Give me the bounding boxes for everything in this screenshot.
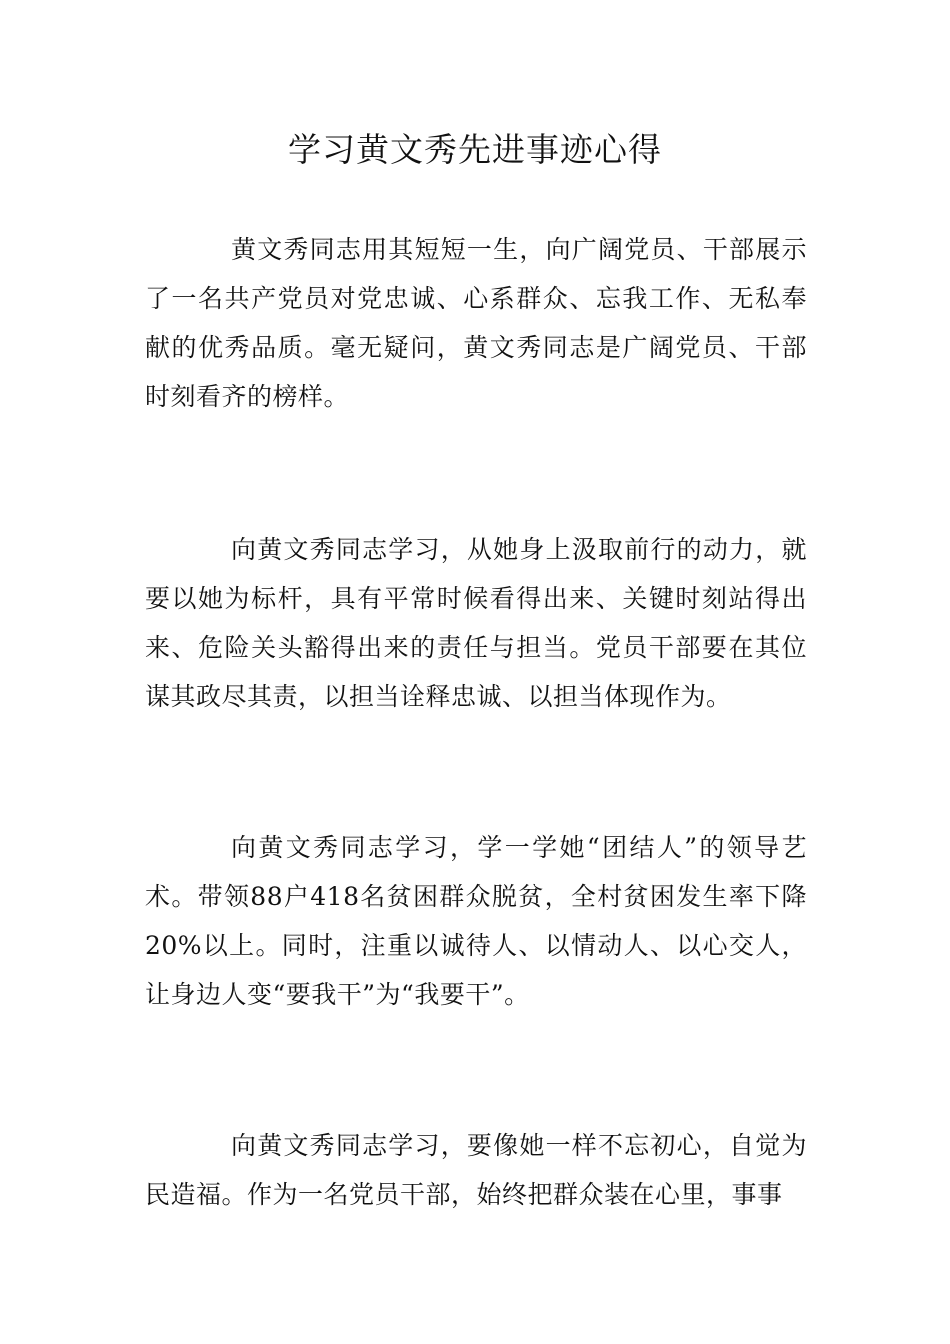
paragraph-3: 向黄文秀同志学习，学一学她“团结人”的领导艺术。带领88户418名贫困群众脱贫，全村贫困发生率下降20%以上。同时，注重以诚待人、以情动人、以心交人，让身边人变“要我干”为“我要干”。 — [145, 833, 807, 1009]
document-title: 学习黄文秀先进事迹心得 — [288, 130, 662, 169]
paragraph-4: 向黄文秀同志学习，要像她一样不忘初心，自觉为民造福。作为一名党员干部，始终把群众装在心里，事事 — [145, 1131, 807, 1209]
paragraph-2: 向黄文秀同志学习，从她身上汲取前行的动力，就要以她为标杆，具有平常时候看得出来、关键时刻站得出来、危险关头豁得出来的责任与担当。党员干部要在其位谋其政尽其责，以担当诠释忠诚、以担当体现作为。 — [145, 535, 807, 711]
paragraph-1: 黄文秀同志用其短短一生，向广阔党员、干部展示了一名共产党员对党忠诚、心系群众、忘我工作、无私奉献的优秀品质。毫无疑问，黄文秀同志是广阔党员、干部时刻看齐的榜样。 — [145, 235, 807, 411]
